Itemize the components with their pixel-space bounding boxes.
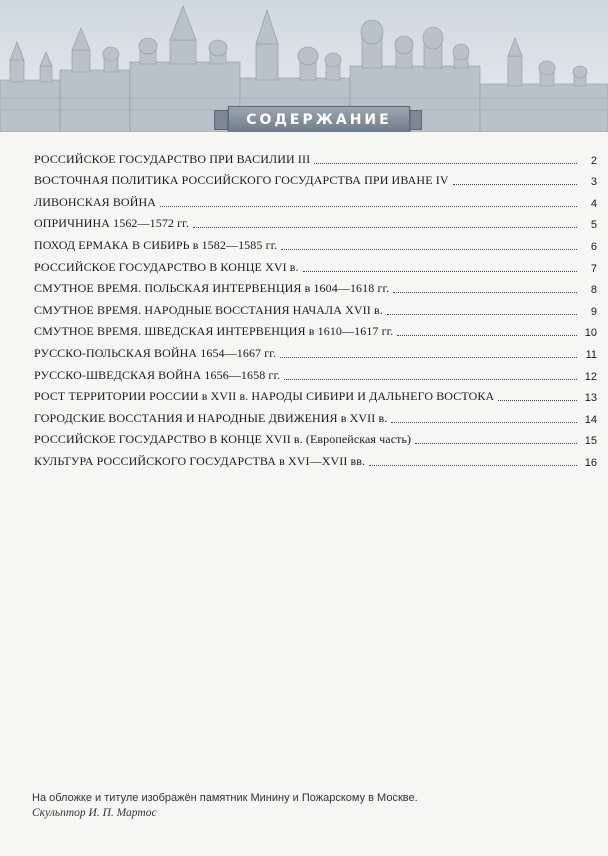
dotted-leader <box>284 378 577 380</box>
toc-entry[interactable] <box>34 210 597 232</box>
toc-entry-title: КУЛЬТУРА РОССИЙСКОГО ГОСУДАРСТВА в XVI—XVII вв. <box>34 453 366 468</box>
toc-entry-page: 13 <box>584 392 597 405</box>
toc-entry-title: ВОСТОЧНАЯ ПОЛИТИКА РОССИЙСКОГО ГОСУДАРСТВА ПРИ ИВАНЕ IV <box>34 173 449 188</box>
toc-entry-page: 4 <box>590 197 597 210</box>
toc-entry[interactable] <box>34 361 597 383</box>
toc-entry[interactable] <box>34 383 597 405</box>
toc-entry-title: РУССКО-ПОЛЬСКАЯ ВОЙНА 1654—1667 гг. <box>34 345 277 360</box>
toc-entry[interactable] <box>34 231 597 253</box>
toc-entry[interactable] <box>34 145 597 167</box>
toc-entry[interactable] <box>34 404 597 426</box>
cover-note-line: На обложке и титуле изображён памятник Минину и Пожарскому в Москве. <box>32 792 418 804</box>
toc-entry-page: 16 <box>584 456 597 469</box>
dotted-leader <box>160 205 577 207</box>
toc-entry-title: РОСТ ТЕРРИТОРИИ РОССИИ в XVII в. НАРОДЫ СИБИРИ И ДАЛЬНЕГО ВОСТОКА <box>34 389 495 404</box>
toc-entry-page: 10 <box>584 327 597 340</box>
dotted-leader <box>415 442 577 444</box>
contents-title: СОДЕРЖАНИЕ <box>246 112 392 128</box>
toc-entry-title: РОССИЙСКОЕ ГОСУДАРСТВО В КОНЦЕ XVI в. <box>34 259 299 274</box>
sculptor-note: Скульптор И. П. Мартос <box>32 807 157 819</box>
toc-entry[interactable] <box>34 339 597 361</box>
toc-entry-title: ЛИВОНСКАЯ ВОЙНА <box>34 194 156 209</box>
dotted-leader <box>193 226 577 228</box>
toc-entry-title: СМУТНОЕ ВРЕМЯ. НАРОДНЫЕ ВОССТАНИЯ НАЧАЛА XVII в. <box>34 302 383 317</box>
cover-note <box>32 791 592 821</box>
toc-entry-page: 12 <box>584 370 597 383</box>
toc-entry-page: 8 <box>590 284 597 297</box>
toc-entry-title: ПОХОД ЕРМАКА В СИБИРЬ в 1582—1585 гг. <box>34 237 278 252</box>
toc-entry-page: 6 <box>590 240 597 253</box>
dotted-leader <box>369 464 577 466</box>
toc-entry-page: 2 <box>590 154 597 167</box>
toc-entry-page: 3 <box>590 176 597 189</box>
toc-entry-title: ГОРОДСКИЕ ВОССТАНИЯ И НАРОДНЫЕ ДВИЖЕНИЯ в XVII в. <box>34 410 388 425</box>
toc-entry-title: СМУТНОЕ ВРЕМЯ. ШВЕДСКАЯ ИНТЕРВЕНЦИЯ в 1610—1617 гг. <box>34 324 394 339</box>
toc-entry-page: 7 <box>590 262 597 275</box>
toc-entry[interactable] <box>34 426 597 448</box>
toc-entry[interactable] <box>34 318 597 340</box>
toc-entry-page: 9 <box>590 305 597 318</box>
toc-entry[interactable] <box>34 253 597 275</box>
kremlin-header-illustration <box>0 0 608 132</box>
table-of-contents <box>34 145 597 469</box>
dotted-leader <box>393 291 577 293</box>
toc-entry[interactable] <box>34 447 597 469</box>
toc-entry[interactable] <box>34 188 597 210</box>
dotted-leader <box>314 162 577 164</box>
dotted-leader <box>498 399 577 401</box>
toc-entry-title: РОССИЙСКОЕ ГОСУДАРСТВО ПРИ ВАСИЛИИ III <box>34 151 311 166</box>
dotted-leader <box>391 421 577 423</box>
toc-entry[interactable] <box>34 296 597 318</box>
toc-entry-title: СМУТНОЕ ВРЕМЯ. ПОЛЬСКАЯ ИНТЕРВЕНЦИЯ в 1604—1618 гг. <box>34 281 390 296</box>
dotted-leader <box>281 248 577 250</box>
toc-entry-title: РУССКО-ШВЕДСКАЯ ВОЙНА 1656—1658 гг. <box>34 367 281 382</box>
toc-entry[interactable] <box>34 275 597 297</box>
toc-entry-page: 5 <box>590 219 597 232</box>
toc-entry-page: 14 <box>584 413 597 426</box>
dotted-leader <box>303 270 577 272</box>
dotted-leader <box>387 313 577 315</box>
dotted-leader <box>453 183 577 185</box>
dotted-leader <box>397 334 577 336</box>
contents-title-banner <box>228 106 410 132</box>
toc-entry[interactable] <box>34 167 597 189</box>
dotted-leader <box>280 356 577 358</box>
toc-entry-title: РОССИЙСКОЕ ГОСУДАРСТВО В КОНЦЕ XVII в. (Европейская часть) <box>34 432 412 447</box>
toc-entry-page: 15 <box>584 435 597 448</box>
toc-entry-title: ОПРИЧНИНА 1562—1572 гг. <box>34 216 189 231</box>
toc-entry-page: 11 <box>585 348 597 361</box>
